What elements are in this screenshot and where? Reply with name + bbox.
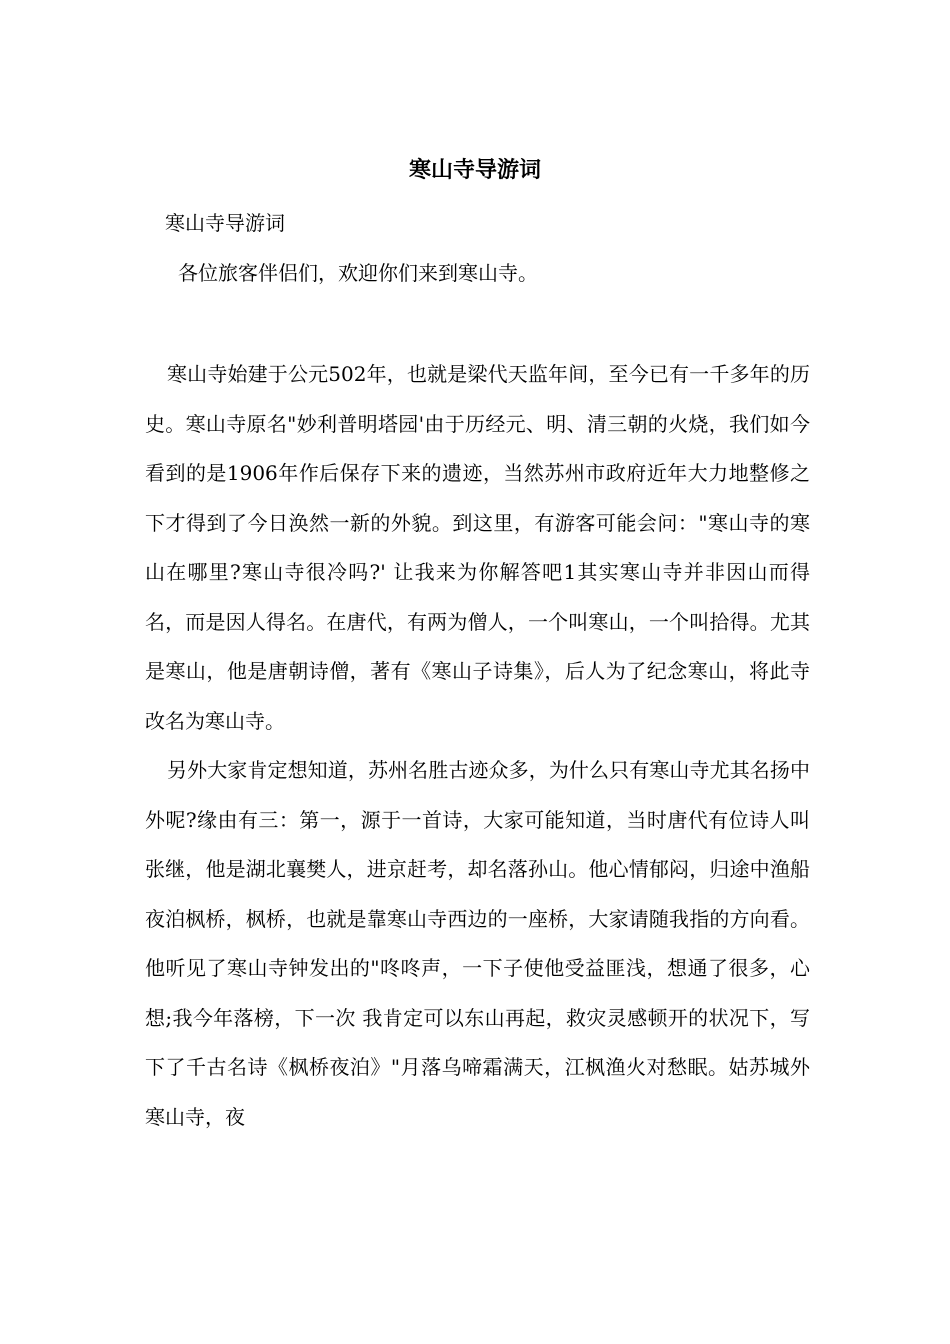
document-subtitle: 寒山寺导游词: [165, 211, 285, 235]
document-title: 寒山寺导游词: [408, 157, 541, 183]
document-body: [145, 350, 810, 1142]
paragraph-history: 寒山寺始建于公元502年，也就是梁代天监年间，至今已有一千多年的历史。寒山寺原名"妙利普明塔园'由于历经元、明、清三朝的火烧，我们如今看到的是1906年作后保存下来的遗迹，当然苏州市政府近年大力地整修之下才得到了今日涣然一新的外貌。到这里，有游客可能会问："寒山寺的寒山在哪里?寒山寺很冷吗?' 让我来为你解答吧1其实寒山寺并非因山而得名，而是因人得名。在唐代，有两为僧人，一个叫寒山，一个叫拾得。尤其是寒山，他是唐朝诗僧，著有《寒山子诗集》，后人为了纪念寒山，将此寺改名为寒山寺。: [145, 362, 810, 733]
greeting-line: 各位旅客伴侣们，欢迎你们来到寒山寺。: [178, 261, 538, 285]
paragraph-fame: 另外大家肯定想知道，苏州名胜古迹众多，为什么只有寒山寺尤其名扬中外呢?缘由有三：第一，源于一首诗，大家可能知道，当时唐代有位诗人叫张继，他是湖北襄樊人，进京赶考，却名落孙山。他心情郁闷，归途中渔船夜泊枫桥，枫桥，也就是靠寒山寺西边的一座桥，大家请随我指的方向看。他听见了寒山寺钟发出的"咚咚声，一下子使他受益匪浅，想通了很多，心想;我今年落榜，下一次 我肯定可以东山再起，救灾灵感顿开的状况下，写下了千古名诗《枫桥夜泊》"月落乌啼霜满天，江枫渔火对愁眠。姑苏城外寒山寺，夜: [145, 758, 810, 1129]
